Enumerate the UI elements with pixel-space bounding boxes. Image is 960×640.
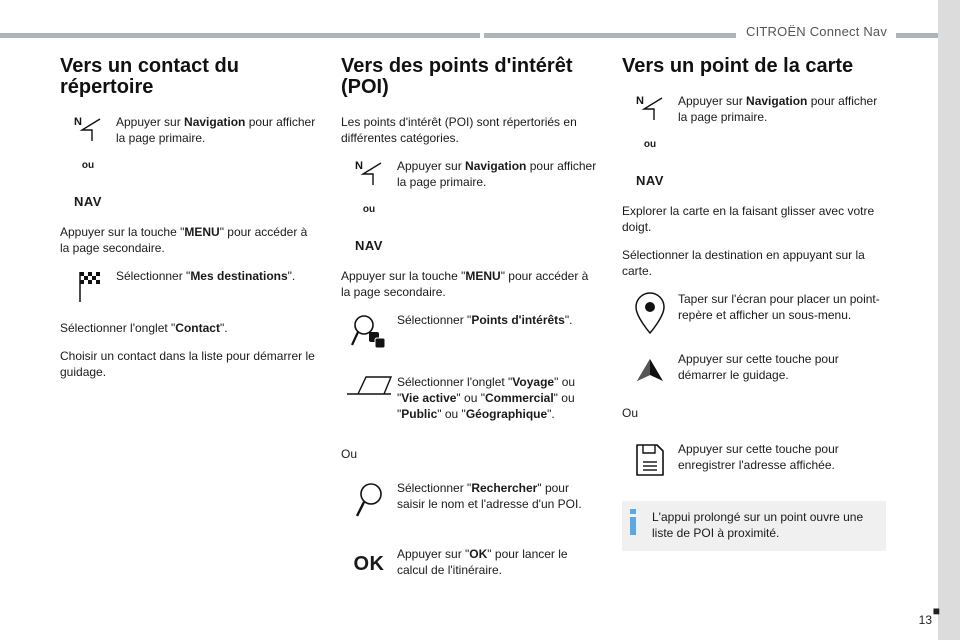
info-note [622,501,886,551]
step-tabs [341,374,599,422]
navigation-icon-group [622,93,678,189]
paragraph-select-destination: Sélectionner la destination en appuyant sur la carte. [622,248,865,278]
step-navigation [60,114,316,210]
step-text: Sélectionner "Points d'intérêts". [397,313,573,327]
poi-search-icon [349,312,389,352]
ok-icon-wrap [341,546,397,575]
section-map-point [622,56,886,551]
tab-icon-wrap [341,374,397,396]
step-text: Sélectionner "Rechercher" pour saisir le nom et l'adresse d'un POI. [397,481,582,511]
or-text: Ou [622,406,639,420]
step-text: Sélectionner "Mes destinations". [116,269,296,283]
save-icon [632,441,668,479]
info-icon [630,509,636,535]
map-pin-icon-wrap [622,291,678,335]
north-label: N [355,160,363,172]
navigation-icon-group [341,158,397,254]
nav-button-label: NAV [636,173,664,188]
step-text: Appuyer sur "OK" pour lancer le calcul de l'itinéraire. [397,547,568,577]
or-text: Ou [341,447,358,461]
step-navigation [622,93,886,189]
paragraph-choose-contact: Choisir un contact dans la liste pour démarrer le guidage. [60,349,315,379]
finish-flag-icon [73,268,103,304]
nav-button-label: NAV [355,238,383,253]
section-title-poi: Vers des points d'intérêt (POI) [341,55,573,98]
navigation-icon-group [60,114,116,210]
north-label: N [74,116,82,128]
tab-icon [346,374,392,396]
info-note-text: L'appui prolongé sur un point ouvre une liste de POI à proximité. [652,510,864,540]
nav-button-label: NAV [74,194,102,209]
or-label: ou [362,204,376,215]
page-mark: ■ [932,604,940,618]
step-start-guidance [622,351,886,387]
map-pin-icon [633,291,667,335]
page-number: 13 [918,613,932,627]
step-text: Appuyer sur Navigation pour afficher la page primaire. [397,159,597,189]
paragraph-contact-tab: Sélectionner l'onglet "Contact". [60,321,228,335]
step-text: Taper sur l'écran pour placer un point-repère et afficher un sous-menu. [678,292,880,322]
section-title-map-point: Vers un point de la carte [622,55,854,77]
step-destinations [60,268,316,304]
ok-button-label: OK [353,553,385,575]
paragraph-menu: Appuyer sur la touche "MENU" pour accéder à la page secondaire. [341,269,589,299]
header-title: CITROËN Connect Nav [746,24,888,39]
header-bar-right [484,33,736,38]
page-sidebar [938,0,960,640]
step-save-address [622,441,886,479]
guidance-arrow-icon [633,351,667,387]
paragraph-poi-intro: Les points d'intérêt (POI) sont répertoriés en différentes catégories. [341,115,577,145]
step-navigation [341,158,599,254]
or-label: ou [81,160,95,171]
step-poi [341,312,599,352]
step-text: Appuyer sur cette touche pour démarrer le guidage. [678,352,839,382]
header-bar-left [0,33,480,38]
step-text: Sélectionner l'onglet "Voyage" ou "Vie active" ou "Commercial" ou "Public" ou "Géographique". [397,375,576,421]
section-contact [60,56,316,392]
compass-arrow-icon [68,114,108,144]
step-ok [341,546,599,578]
section-poi [341,56,599,592]
finish-flag-icon-wrap [60,268,116,304]
save-icon-wrap [622,441,678,479]
step-text: Appuyer sur cette touche pour enregistrer l'adresse affichée. [678,442,839,472]
step-place-marker [622,291,886,335]
search-icon-wrap [341,480,397,520]
guidance-arrow-icon-wrap [622,351,678,387]
poi-icon-wrap [341,312,397,352]
compass-arrow-icon [630,93,670,123]
north-label: N [636,95,644,107]
section-title-contact: Vers un contact du répertoire [60,55,239,98]
paragraph-menu: Appuyer sur la touche "MENU" pour accéder à la page secondaire. [60,225,308,255]
header-bar-end [896,33,938,38]
or-label: ou [643,139,657,150]
search-icon [349,480,389,520]
step-text: Appuyer sur Navigation pour afficher la page primaire. [678,94,878,124]
paragraph-explore-map: Explorer la carte en la faisant glisser avec votre doigt. [622,204,875,234]
compass-arrow-icon [349,158,389,188]
step-search [341,480,599,520]
step-text: Appuyer sur Navigation pour afficher la page primaire. [116,115,316,145]
